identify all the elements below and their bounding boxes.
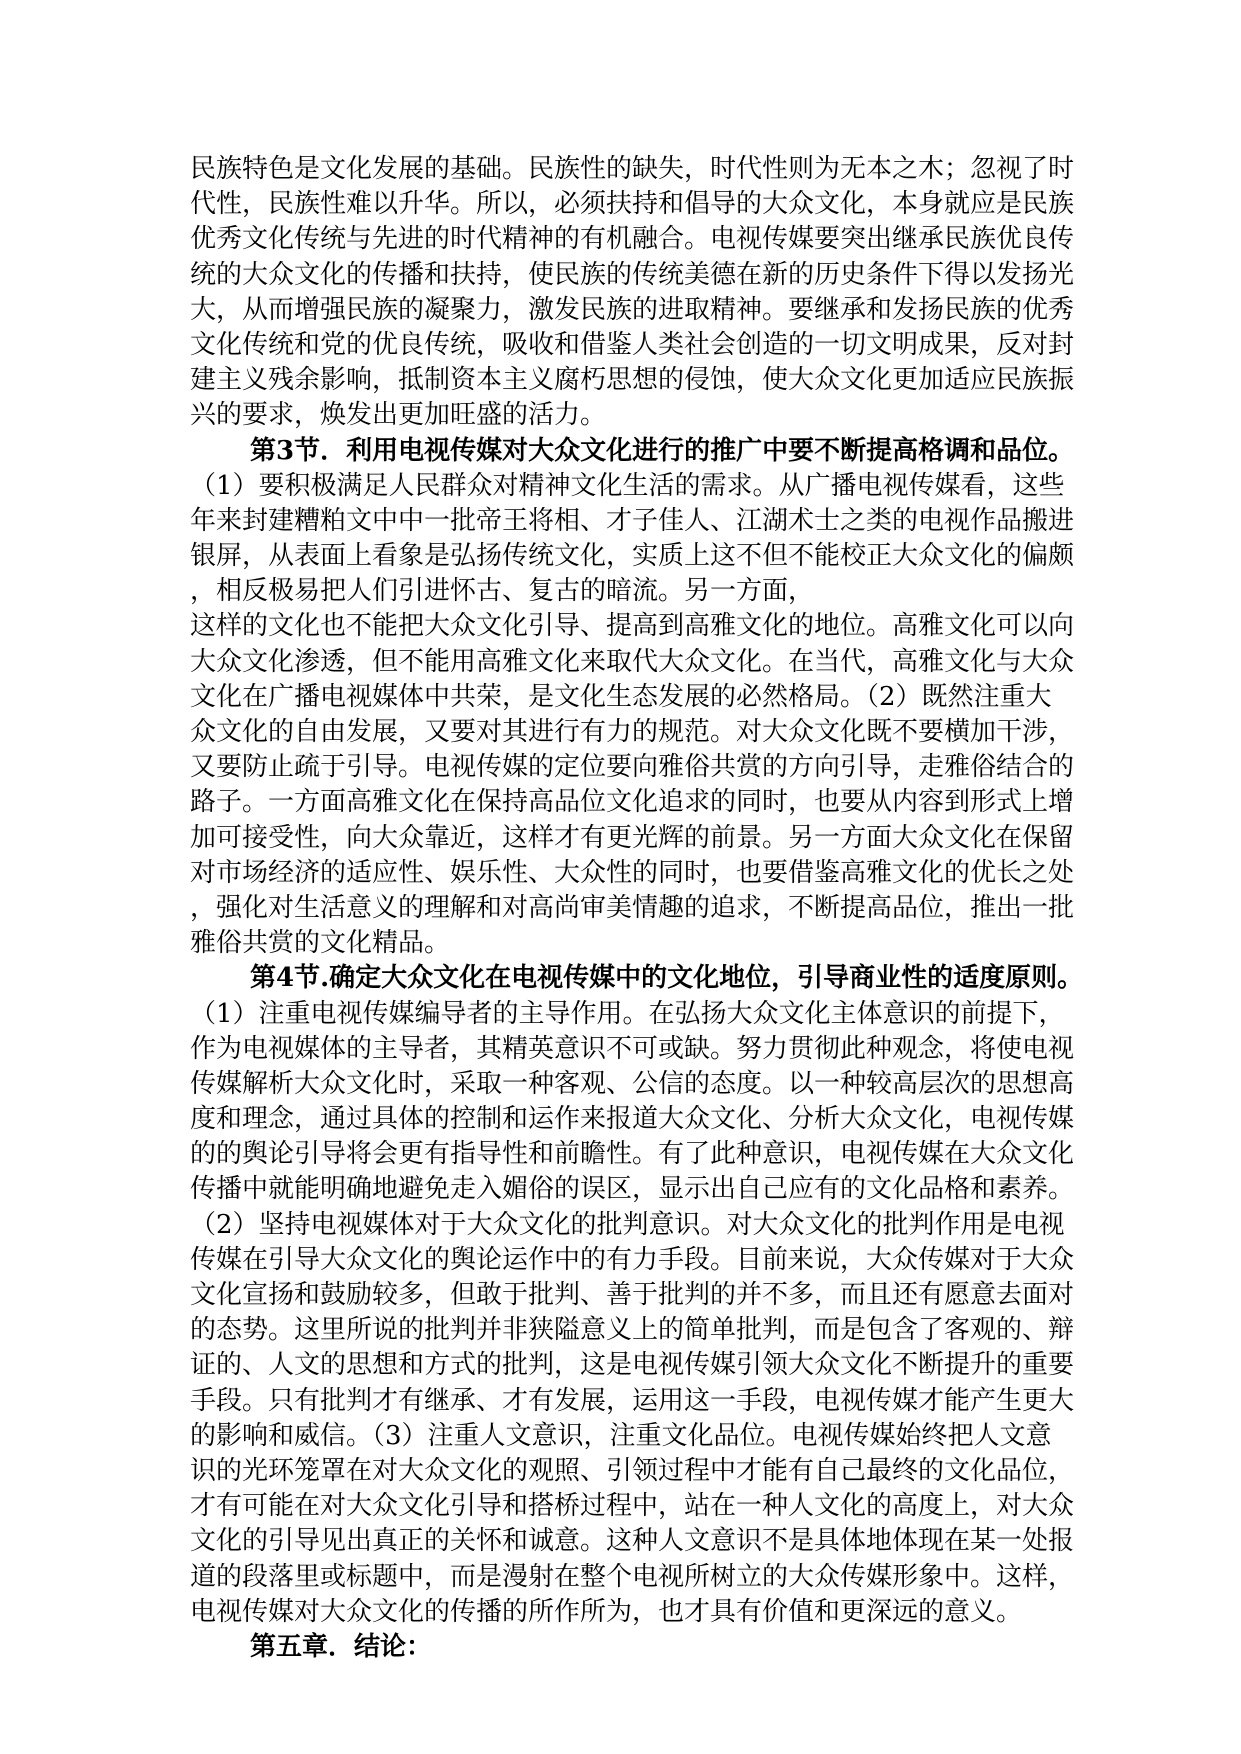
text-line: 手段。只有批判才有继承、才有发展，运用这一手段，电视传媒才能产生更大 xyxy=(190,1385,1075,1416)
section-3-heading: 第3节．利用电视传媒对大众文化进行的推广中要不断提高格调和品位。 xyxy=(250,435,1075,466)
text-line: （1）要积极满足人民群众对精神文化生活的需求。从广播电视传媒看，这些 xyxy=(190,470,1065,501)
text-line: 文化传统和党的优良传统，吸收和借鉴人类社会创造的一切文明成果，反对封 xyxy=(190,329,1075,360)
section-4-heading: 第4节.确定大众文化在电视传媒中的文化地位，引导商业性的适度原则。 xyxy=(250,963,1084,994)
document-page xyxy=(190,152,1084,1665)
text-line: 兴的要求，焕发出更加旺盛的活力。 xyxy=(190,400,607,431)
text-line: 文化的引导见出真正的关怀和诚意。这种人文意识不是具体地体现在某一处报 xyxy=(190,1526,1075,1557)
text-line: 识的光环笼罩在对大众文化的观照、引领过程中才能有自己最终的文化品位， xyxy=(190,1455,1075,1486)
text-line: 建主义残余影响，抵制资本主义腐朽思想的侵蚀，使大众文化更加适应民族振 xyxy=(190,365,1075,396)
text-line: 道的段落里或标题中，而是漫射在整个电视所树立的大众传媒形象中。这样， xyxy=(190,1561,1075,1592)
text-line: （1）注重电视传媒编导者的主导作用。在弘扬大众文化主体意识的前提下， xyxy=(190,998,1065,1029)
text-line: 对市场经济的适应性、娱乐性、大众性的同时，也要借鉴高雅文化的优长之处 xyxy=(190,857,1075,888)
chapter-5-heading: 第五章．结论： xyxy=(250,1631,433,1662)
text-line: 才有可能在对大众文化引导和搭桥过程中，站在一种人文化的高度上，对大众 xyxy=(190,1491,1075,1522)
text-line: 雅俗共赏的文化精品。 xyxy=(190,928,451,959)
text-line: 电视传媒对大众文化的传播的所作所为，也才具有价值和更深远的意义。 xyxy=(190,1596,1023,1627)
text-line: 又要防止疏于引导。电视传媒的定位要向雅俗共赏的方向引导，走雅俗结合的 xyxy=(190,752,1075,783)
text-line: 大，从而增强民族的凝聚力，激发民族的进取精神。要继承和发扬民族的优秀 xyxy=(190,294,1075,325)
text-line: 作为电视媒体的主导者，其精英意识不可或缺。努力贯彻此种观念，将使电视 xyxy=(190,1033,1075,1064)
text-line: 传媒解析大众文化时，采取一种客观、公信的态度。以一种较高层次的思想高 xyxy=(190,1068,1075,1099)
text-line: 统的大众文化的传播和扶持，使民族的传统美德在新的历史条件下得以发扬光 xyxy=(190,259,1075,290)
text-line: 的态势。这里所说的批判并非狭隘意义上的简单批判，而是包含了客观的、辩 xyxy=(190,1315,1075,1346)
text-line: 民族特色是文化发展的基础。民族性的缺失，时代性则为无本之木；忽视了时 xyxy=(190,154,1075,184)
text-line: ，相反极易把人们引进怀古、复古的暗流。另一方面， xyxy=(190,576,815,607)
text-line: 路子。一方面高雅文化在保持高品位文化追求的同时，也要从内容到形式上增 xyxy=(190,787,1075,818)
text-line: 这样的文化也不能把大众文化引导、提高到高雅文化的地位。高雅文化可以向 xyxy=(190,611,1075,642)
text-line: 的的舆论引导将会更有指导性和前瞻性。有了此种意识，电视传媒在大众文化 xyxy=(190,1139,1075,1170)
text-line: 大众文化渗透，但不能用高雅文化来取代大众文化。在当代，高雅文化与大众 xyxy=(190,646,1075,677)
text-line: 的影响和威信。（3）注重人文意识，注重文化品位。电视传媒始终把人文意 xyxy=(190,1420,1052,1451)
text-line: 加可接受性，向大众靠近，这样才有更光辉的前景。另一方面大众文化在保留 xyxy=(190,822,1075,853)
text-line: 证的、人文的思想和方式的批判，这是电视传媒引领大众文化不断提升的重要 xyxy=(190,1350,1075,1381)
text-line: 度和理念，通过具体的控制和运作来报道大众文化、分析大众文化，电视传媒 xyxy=(190,1104,1075,1135)
text-line: 代性，民族性难以升华。所以，必须扶持和倡导的大众文化，本身就应是民族 xyxy=(190,189,1075,220)
text-line: 文化宣扬和鼓励较多，但敢于批判、善于批判的并不多，而且还有愿意去面对 xyxy=(190,1280,1075,1310)
text-line: （2）坚持电视媒体对于大众文化的批判意识。对大众文化的批判作用是电视 xyxy=(190,1209,1065,1240)
text-line: 年来封建糟粕文中中一批帝王将相、才子佳人、江湖术士之类的电视作品搬进 xyxy=(190,505,1075,536)
text-line: 传媒在引导大众文化的舆论运作中的有力手段。目前来说，大众传媒对于大众 xyxy=(190,1244,1075,1275)
text-line: 文化在广播电视媒体中共荣，是文化生态发展的必然格局。（2）既然注重大 xyxy=(190,681,1052,712)
text-line: 众文化的自由发展，又要对其进行有力的规范。对大众文化既不要横加干涉， xyxy=(190,717,1075,747)
text-line: ，强化对生活意义的理解和对高尚审美情趣的追求，不断提高品位，推出一批 xyxy=(190,892,1075,923)
text-line: 银屏，从表面上看象是弘扬传统文化，实质上这不但不能校正大众文化的偏颇 xyxy=(190,541,1075,572)
text-line: 优秀文化传统与先进的时代精神的有机融合。电视传媒要突出继承民族优良传 xyxy=(190,224,1075,255)
text-line: 传播中就能明确地避免走入媚俗的误区，显示出自己应有的文化品格和素养。 xyxy=(190,1174,1075,1205)
